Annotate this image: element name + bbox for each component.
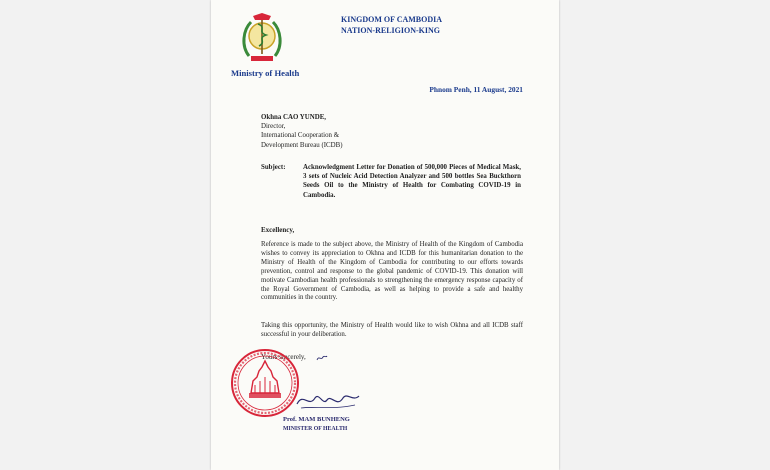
signatory-name: Prof. MAM BUNHENG [283,416,350,423]
salutation: Excellency, [261,226,295,234]
closing: Yours sincerely, [261,353,306,361]
recipient-org-line2: Development Bureau (ICDB) [261,141,343,149]
ministry-name: Ministry of Health [231,68,300,78]
signatory-title: MINISTER OF HEALTH [283,426,348,432]
kingdom-title: KINGDOM OF CAMBODIA [341,15,443,24]
recipient-title: Director, [261,123,286,131]
official-stamp-icon [229,347,301,419]
initials-mark-icon [316,354,328,362]
recipient-name: Okhna CAO YUNDE, [261,114,327,121]
dateline: Phnom Penh, 11 August, 2021 [429,85,523,94]
ministry-emblem-icon [239,12,285,64]
letterhead-kingdom [341,14,442,36]
letter-page [211,0,559,470]
body-paragraph-1: Reference is made to the subject above, the Ministry of Health of the Kingdom of Cambodia wishes to convey its appreciation to Okhna and ICDB for this humanitarian donation to the Ministry of Health of the Kingdom of Cambodia for contributing to our efforts towards prevention, control and response to the global pandemic of COVID-19. This donation will motivate Cambodian health professionals to strengthening the emergency response capacity of the Royal Government of Cambodia, as well as helping to provide a safe and healthy communities in the country. [261,241,523,302]
signature-icon [293,386,363,414]
kingdom-motto: NATION-RELIGION-KING [341,26,440,35]
subject-label: Subject: [261,164,286,171]
recipient-block [261,113,343,150]
recipient-org-line1: International Cooperation & [261,132,340,140]
body-paragraph-2: Taking this opportunity, the Ministry of Health would like to wish Okhna and all ICDB staff successful in your deliberation. [261,322,523,338]
subject-block [261,163,521,200]
subject-text: Acknowledgment Letter for Donation of 500,000 Pieces of Medical Mask, 3 sets of Nucleic Acid Detection Analyzer and 500 bottles Sea Buckthorn Seeds Oil to the Ministry of Health for Combating COVID-19 in Cambodia. [303,164,521,199]
